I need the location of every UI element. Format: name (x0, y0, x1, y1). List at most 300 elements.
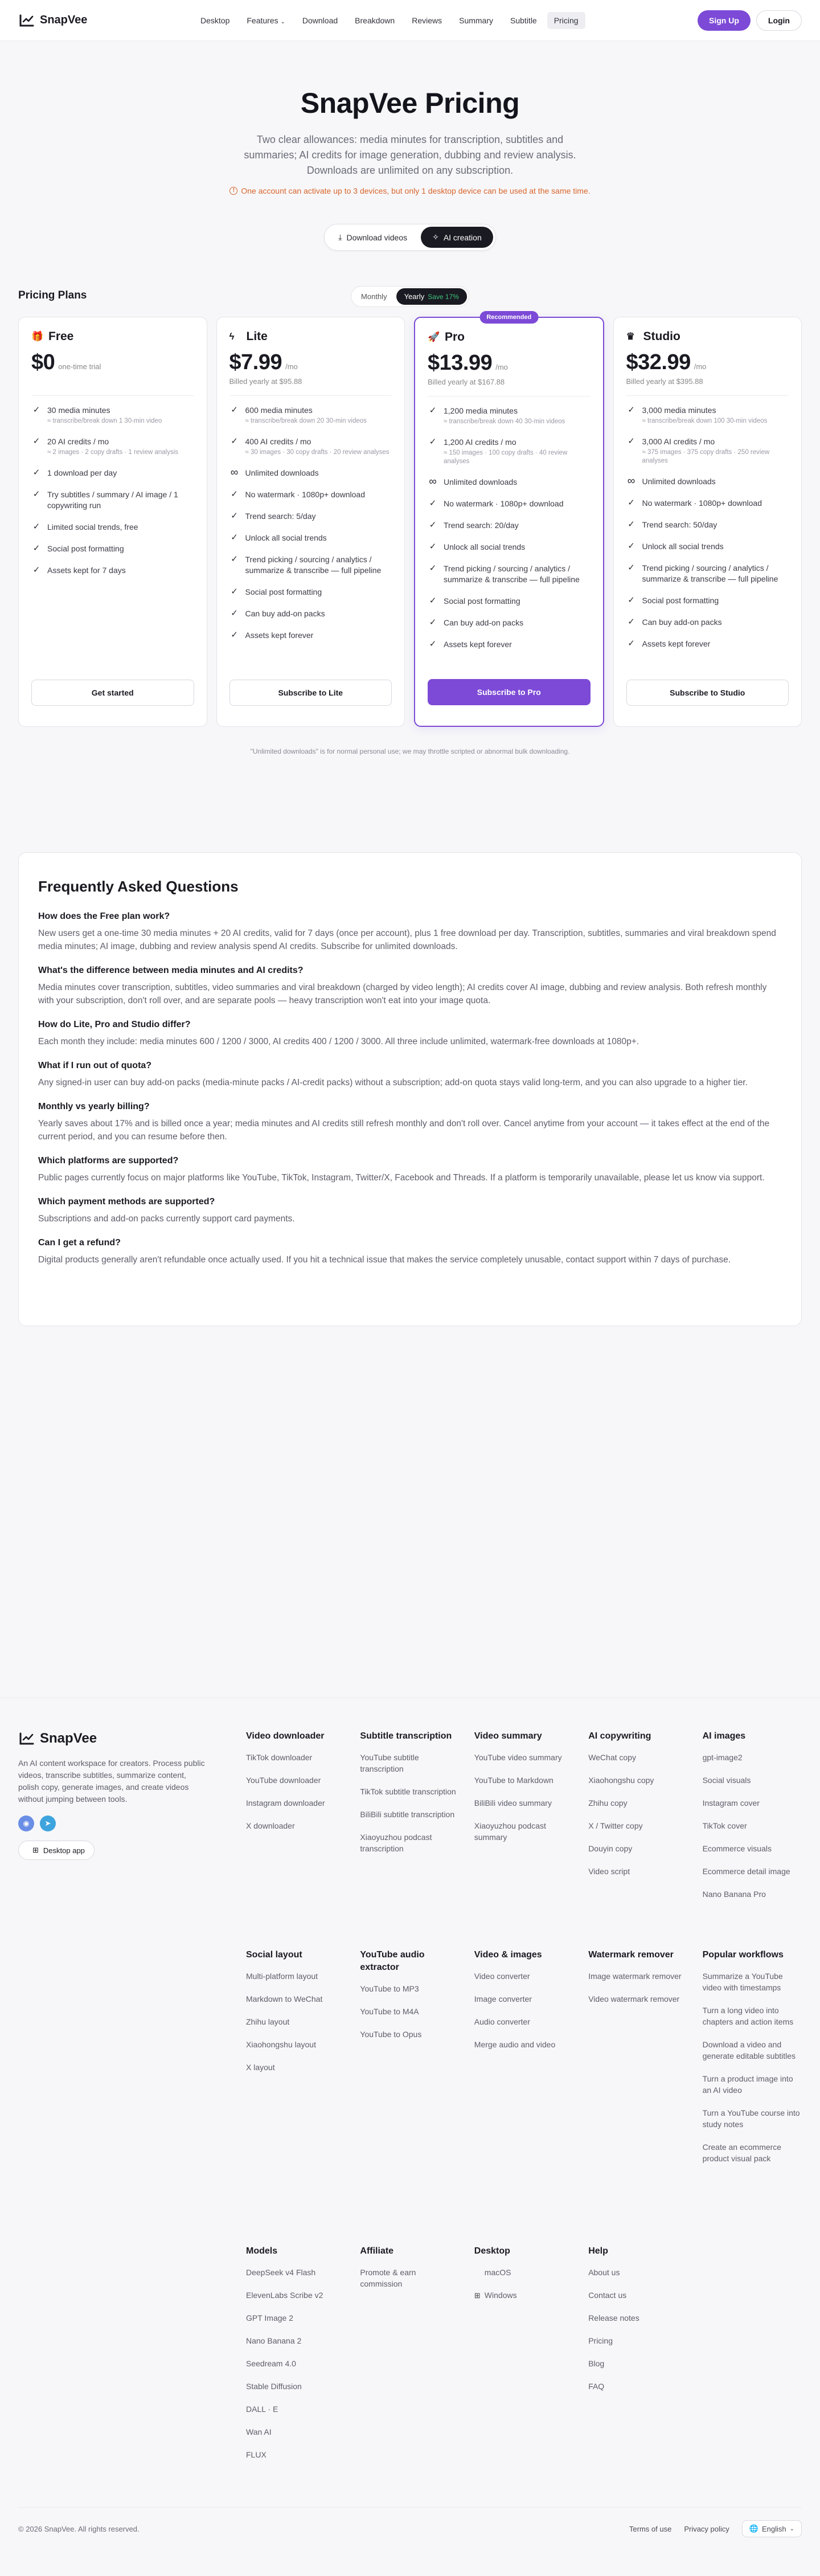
feature-text-wrap (47, 468, 117, 479)
footer-link-label: TikTok cover (702, 1821, 747, 1830)
plan-period: /mo (285, 362, 298, 371)
feature-text-wrap (642, 541, 724, 552)
check-icon: ✓ (628, 520, 635, 529)
feature-item (31, 436, 194, 457)
feature-text: Unlimited downloads (642, 477, 716, 486)
globe-icon: 🌐 (749, 2524, 758, 2533)
feature-text-wrap (47, 405, 162, 426)
footer-column (588, 2245, 687, 2472)
feature-note: ≈ 30 images · 30 copy drafts · 20 review analyses (245, 449, 390, 456)
footer-link[interactable] (588, 1843, 687, 1854)
plan-card-studio (613, 317, 802, 727)
footer-link[interactable] (474, 2039, 573, 2050)
faq-item (38, 1238, 782, 1266)
feature-text-wrap (245, 468, 319, 479)
faq-question[interactable]: How does the Free plan work? (38, 911, 170, 921)
feature-item (428, 520, 591, 531)
footer-link[interactable] (703, 2141, 802, 2164)
fair-use-note: "Unlimited downloads" is for normal personal use; we may throttle scripted or abnormal bulk downloading. (250, 747, 570, 755)
recommended-badge: Recommended (479, 311, 538, 324)
check-icon: ✓ (628, 405, 635, 415)
feature-item (229, 468, 392, 479)
footer-link-label: DALL · E (246, 2405, 278, 2414)
subscribe-button[interactable]: Subscribe to Studio (626, 680, 789, 706)
footer-link-label: TikTok downloader (246, 1753, 313, 1762)
footer-link[interactable] (703, 1752, 802, 1763)
feature-text: Trend picking / sourcing / analytics / summarize & transcribe — full pipeline (444, 564, 580, 584)
plan-name (229, 330, 392, 344)
footer-link[interactable] (360, 1831, 459, 1854)
footer-link-label: Pricing (588, 2336, 613, 2345)
plan-cards (18, 314, 802, 727)
footer-link[interactable] (703, 1820, 802, 1831)
footer-brand-name: SnapVee (40, 1731, 97, 1746)
footer-link-label: Turn a YouTube course into study notes (702, 2108, 800, 2129)
feature-text: Can buy add-on packs (245, 609, 325, 618)
footer-link[interactable] (588, 1820, 687, 1831)
feature-text: Assets kept forever (444, 640, 512, 649)
footer-link[interactable] (703, 1866, 802, 1877)
feature-item (229, 587, 392, 598)
faq-question[interactable]: What if I run out of quota? (38, 1061, 152, 1070)
footer-link[interactable] (246, 1993, 345, 2005)
faq-item (38, 1020, 782, 1048)
nav-links (194, 0, 585, 41)
mode-ai-creation[interactable] (421, 227, 493, 248)
plan-price: $32.99 (626, 350, 691, 374)
footer-link[interactable] (588, 1797, 687, 1809)
footer-links-row2 (246, 1949, 802, 2176)
feature-text: 1,200 AI credits / mo (444, 437, 516, 447)
footer-column (360, 1730, 459, 1911)
footer-link[interactable] (703, 1843, 802, 1854)
plan-card-lite (216, 317, 405, 727)
billed-yearly-note (31, 377, 194, 386)
footer-link-label: BiliBili subtitle transcription (360, 1810, 455, 1819)
footer-link[interactable] (703, 2073, 802, 2096)
nav-summary[interactable]: Summary (459, 16, 494, 25)
billed-yearly-note: Billed yearly at $95.88 (229, 377, 302, 386)
sparkle-icon: ✧ (432, 232, 439, 242)
footer-link-label: Ecommerce visuals (702, 1844, 772, 1853)
feature-text: Social post formatting (245, 587, 322, 596)
feature-item (626, 476, 789, 487)
footer-link[interactable] (588, 2267, 687, 2278)
billing-yearly-label: Yearly (404, 292, 425, 301)
feature-item (31, 543, 194, 554)
footer-column (474, 1949, 573, 2176)
divider (229, 395, 392, 396)
footer-link[interactable] (360, 1809, 459, 1820)
feature-text-wrap (642, 639, 711, 649)
footer-link[interactable] (703, 1797, 802, 1809)
feature-text-wrap (642, 520, 718, 530)
footer-link-label: Instagram downloader (246, 1798, 325, 1808)
feature-text-wrap (444, 596, 520, 607)
billed-yearly-note: Billed yearly at $395.88 (626, 377, 703, 386)
check-icon: ✓ (231, 405, 238, 415)
mode-switch (324, 224, 496, 251)
footer-column-title: Subtitle transcription (360, 1731, 452, 1741)
plan-period: one-time trial (58, 362, 101, 371)
footer-link-label: Video converter (474, 1972, 530, 1981)
subscribe-button[interactable]: Subscribe to Lite (229, 680, 392, 706)
footer-link[interactable] (474, 2267, 573, 2278)
feature-text-wrap (642, 405, 768, 426)
faq-question[interactable]: What's the difference between media minutes and AI credits? (38, 966, 304, 975)
footer-link[interactable] (703, 2005, 802, 2027)
price-row (428, 351, 591, 375)
footer-link[interactable] (474, 1993, 573, 2005)
faq-question[interactable]: Can I get a refund? (38, 1238, 121, 1248)
footer-link[interactable] (703, 1888, 802, 1900)
mode-download-label: Download videos (346, 232, 408, 242)
feature-text: Social post formatting (47, 544, 124, 553)
footer-link[interactable] (246, 1752, 345, 1763)
plan-period: /mo (495, 363, 508, 371)
footer-link-label: YouTube video summary (474, 1753, 562, 1762)
feature-text: Can buy add-on packs (642, 618, 722, 627)
feature-text: Can buy add-on packs (444, 618, 524, 627)
footer-link-label: Blog (588, 2359, 605, 2368)
check-icon: ✓ (429, 618, 437, 627)
footer-link[interactable] (360, 2267, 459, 2289)
nav-reviews[interactable]: Reviews (412, 16, 442, 25)
footer-links-row1 (246, 1730, 802, 1911)
chevron-down-icon: ⌄ (280, 19, 285, 25)
nav-features-label: Features (247, 16, 278, 25)
footer-column (246, 1730, 345, 1911)
feature-text: Trend picking / sourcing / analytics / summarize & transcribe — full pipeline (642, 563, 778, 583)
footer-column (246, 1949, 345, 2176)
feature-text-wrap (444, 498, 564, 509)
nav-desktop[interactable]: Desktop (200, 16, 230, 25)
telegram-icon[interactable]: ➤ (40, 1816, 56, 1831)
plan-card-free (18, 317, 207, 727)
footer-link[interactable] (246, 2335, 345, 2346)
feature-text-wrap (47, 489, 194, 511)
feature-text: 1 download per day (47, 468, 117, 477)
footer-link[interactable] (588, 2312, 687, 2324)
price-row (31, 350, 194, 375)
check-icon: ✓ (231, 554, 238, 564)
plan-name (428, 330, 591, 344)
feature-text: 3,000 AI credits / mo (642, 437, 715, 446)
nav-subtitle[interactable]: Subtitle (510, 16, 537, 25)
check-icon: ✓ (32, 565, 40, 575)
faq-question[interactable]: How do Lite, Pro and Studio differ? (38, 1020, 191, 1029)
check-icon: ✓ (231, 511, 238, 521)
footer-link[interactable] (360, 1983, 459, 1994)
footer-link[interactable] (588, 1970, 687, 1982)
feature-note: ≈ transcribe/break down 40 30-min videos (444, 418, 565, 425)
feature-note: ≈ 2 images · 2 copy drafts · 1 review analysis (47, 449, 179, 456)
feature-text: 30 media minutes (47, 406, 110, 415)
footer-link-label: Zhihu copy (588, 1798, 628, 1808)
footer-link-label: Turn a product image into an AI video (702, 2074, 793, 2095)
footer-column-title: Affiliate (360, 2246, 394, 2256)
plan-name-label: Studio (643, 330, 680, 343)
check-icon: ✓ (628, 639, 635, 648)
feature-item (428, 498, 591, 509)
footer-link[interactable] (246, 1797, 345, 1809)
footer-column (360, 1949, 459, 2176)
save-badge: Save 17% (428, 292, 459, 301)
infinity-icon: ∞ (429, 476, 437, 488)
nav-pricing[interactable]: Pricing (547, 12, 585, 29)
feature-text: 600 media minutes (245, 406, 313, 415)
feature-note: ≈ 150 images · 100 copy drafts · 40 review analyses (444, 449, 568, 465)
footer-link[interactable] (588, 1774, 687, 1786)
nav-download[interactable]: Download (302, 16, 338, 25)
footer-column-title: YouTube audio extractor (360, 1950, 425, 1972)
check-icon: ✓ (429, 639, 437, 649)
nav-features[interactable] (240, 12, 292, 29)
footer-link[interactable] (474, 1752, 573, 1763)
feature-text-wrap (642, 436, 789, 465)
check-icon: ✓ (32, 405, 40, 415)
feature-text: Limited social trends, free (47, 522, 138, 531)
footer-link[interactable] (588, 2335, 687, 2346)
footer-link-label: X downloader (246, 1821, 295, 1830)
feature-item (428, 406, 591, 426)
billing-yearly[interactable] (396, 288, 467, 305)
footer-link[interactable] (246, 2449, 345, 2460)
footer-link[interactable] (246, 2062, 345, 2073)
footer-description: An AI content workspace for creators. Process public videos, transcribe subtitles, summarize content, polish copy, generate images, and create videos without jumping between tools. (18, 1759, 205, 1804)
faq-answer: Subscriptions and add-on packs currently support card payments. (38, 1214, 295, 1224)
footer-link-label: Stable Diffusion (246, 2382, 302, 2391)
faq-question[interactable]: Which payment methods are supported? (38, 1197, 215, 1207)
billed-yearly-note: Billed yearly at $167.88 (428, 378, 505, 386)
faq-answer: Media minutes cover transcription, subtitles, video summaries and viral breakdown (charged by video length); AI credits cover AI image, dubbing and review analysis. Both refresh monthly with your subscription, don't roll over, and are separate pools — heavy transcription won't eat into your image quota. (38, 983, 767, 1005)
footer (0, 1698, 820, 2576)
device-warning-text: One account can activate up to 3 devices, but only 1 desktop device can be used at the same time. (241, 186, 591, 195)
feature-text-wrap (245, 554, 392, 576)
infinity-icon: ∞ (230, 467, 239, 479)
feature-text-wrap (245, 533, 327, 543)
footer-link-label: Seedream 4.0 (246, 2359, 296, 2368)
footer-link[interactable] (703, 1970, 802, 1993)
footer-link[interactable] (246, 2312, 345, 2324)
faq-answer: Digital products generally aren't refundable once actually used. If you hit a technical issue that makes the service completely unusable, contact support within 7 days of purchase. (38, 1255, 731, 1265)
footer-link[interactable] (246, 2039, 345, 2050)
terms-link[interactable]: Terms of use (629, 2524, 672, 2533)
footer-column-title: Help (588, 2246, 608, 2256)
footer-link-label: Audio converter (474, 2017, 530, 2026)
top-nav (0, 0, 820, 41)
faq-title: Frequently Asked Questions (38, 878, 239, 895)
price-row (229, 350, 392, 375)
footer-link[interactable] (360, 2029, 459, 2040)
check-icon: ✓ (429, 596, 437, 606)
footer-link-label: macOS (484, 2268, 511, 2277)
footer-column (588, 1730, 687, 1911)
footer-logo[interactable] (18, 1730, 206, 1747)
mode-download-videos[interactable] (327, 227, 419, 248)
footer-link[interactable] (246, 2267, 345, 2278)
check-icon: ✓ (32, 522, 40, 531)
plan-name-label: Free (48, 330, 74, 343)
feature-text: No watermark · 1080p+ download (444, 499, 564, 508)
footer-link-label: Markdown to WeChat (246, 1994, 323, 2003)
footer-link-label: Image converter (474, 1994, 532, 2003)
faq-section (18, 852, 802, 1326)
footer-link[interactable] (588, 2358, 687, 2369)
page-title: SnapVee Pricing (300, 87, 520, 119)
footer-link[interactable] (474, 1774, 573, 1786)
footer-link[interactable] (246, 1774, 345, 1786)
check-icon: ✓ (429, 406, 437, 415)
feature-item (626, 405, 789, 426)
feature-text: Unlock all social trends (245, 533, 327, 542)
feature-item (229, 511, 392, 522)
faq-item (38, 966, 782, 1007)
footer-column (703, 1949, 802, 2176)
subscribe-button[interactable]: Subscribe to Pro (428, 679, 591, 705)
feature-item (428, 477, 591, 488)
footer-link[interactable] (360, 2006, 459, 2017)
footer-link-label: Turn a long video into chapters and action items (702, 2006, 794, 2026)
feature-item (31, 522, 194, 533)
feature-text: Trend search: 5/day (245, 512, 316, 521)
footer-link[interactable] (246, 2289, 345, 2301)
feature-item (229, 405, 392, 426)
feature-text-wrap (444, 563, 591, 585)
desktop-app-button[interactable] (18, 1841, 95, 1860)
footer-link[interactable] (360, 1752, 459, 1774)
billing-monthly[interactable]: Monthly (361, 292, 387, 301)
footer-column (360, 2245, 459, 2472)
feature-text-wrap (245, 630, 314, 641)
footer-link-label: Nano Banana 2 (246, 2336, 302, 2345)
footer-link-label: Create an ecommerce product visual pack (702, 2142, 782, 2163)
language-label: English (761, 2524, 786, 2533)
plan-price: $7.99 (229, 350, 282, 374)
footer-column-title: Watermark remover (588, 1950, 674, 1960)
footer-link-label: Wan AI (246, 2427, 272, 2436)
crown-icon: ♛ (626, 331, 635, 342)
signup-button[interactable]: Sign Up (698, 10, 751, 31)
check-icon: ✓ (32, 468, 40, 477)
feature-text: Trend search: 20/day (444, 521, 519, 530)
plan-name-label: Pro (445, 330, 465, 344)
brand-logo[interactable] (18, 12, 87, 29)
footer-link[interactable] (360, 1786, 459, 1797)
copyright: © 2026 SnapVee. All rights reserved. (18, 2524, 140, 2533)
check-icon: ✓ (429, 437, 437, 447)
divider (626, 395, 789, 396)
feature-text-wrap (245, 489, 366, 500)
faq-item (38, 1061, 782, 1089)
faq-question[interactable]: Monthly vs yearly billing? (38, 1102, 150, 1111)
check-icon: ✓ (231, 533, 238, 542)
footer-link[interactable] (474, 2016, 573, 2027)
privacy-link[interactable]: Privacy policy (684, 2524, 729, 2533)
gift-icon: 🎁 (31, 331, 44, 342)
faq-answer: Yearly saves about 17% and is billed once a year; media minutes and AI credits still refresh monthly and don't roll over. Cancel anytime from your account — it takes effect at the end of the current period, and you can resume before then. (38, 1119, 770, 1142)
feature-item (229, 489, 392, 500)
check-icon: ✓ (429, 520, 437, 530)
mode-ai-label: AI creation (443, 232, 482, 242)
feature-note: ≈ transcribe/break down 100 30-min videos (642, 418, 768, 424)
footer-link[interactable] (703, 2107, 802, 2130)
feature-item (626, 520, 789, 530)
footer-link[interactable] (246, 1820, 345, 1831)
footer-link-label: YouTube to M4A (360, 2007, 419, 2016)
check-icon: ✓ (628, 563, 635, 573)
feature-item (626, 436, 789, 465)
discord-icon[interactable]: ◉ (18, 1816, 34, 1831)
feature-text: Trend picking / sourcing / analytics / summarize & transcribe — full pipeline (245, 555, 382, 575)
warning-icon: ! (229, 187, 237, 195)
feature-text: Assets kept forever (245, 631, 314, 640)
footer-link-label: YouTube downloader (246, 1776, 321, 1785)
footer-link[interactable] (246, 2016, 345, 2027)
feature-text-wrap (444, 542, 525, 553)
bolt-icon: ϟ (229, 331, 235, 342)
plan-name (31, 330, 194, 344)
footer-link[interactable] (588, 2381, 687, 2392)
login-button[interactable]: Login (756, 10, 802, 31)
footer-link[interactable] (246, 2403, 345, 2415)
language-select[interactable] (742, 2520, 802, 2537)
footer-link[interactable] (474, 1970, 573, 1982)
billing-toggle (351, 286, 469, 307)
faq-answer: New users get a one-time 30 media minutes + 20 AI credits, valid for 7 days (once per account), plus 1 free download per day. Transcription, subtitles, summaries and viral breakdown spend media minutes; AI image, dubbing and review analysis spend AI credits. Subscribe for unlimited downloads. (38, 929, 776, 951)
feature-text-wrap (444, 437, 591, 466)
snapvee-logo-icon (18, 12, 35, 29)
nav-breakdown[interactable]: Breakdown (355, 16, 395, 25)
faq-item (38, 911, 782, 953)
feature-text: 400 AI credits / mo (245, 437, 311, 446)
check-icon: ✓ (231, 608, 238, 618)
feature-item (31, 405, 194, 426)
feature-text: Unlimited downloads (444, 477, 518, 486)
footer-link[interactable] (703, 1774, 802, 1786)
check-icon: ✓ (429, 498, 437, 508)
footer-link[interactable] (588, 1752, 687, 1763)
footer-link[interactable] (588, 1866, 687, 1877)
footer-link[interactable] (246, 2358, 345, 2369)
footer-link-label: BiliBili video summary (474, 1798, 552, 1808)
footer-link[interactable] (246, 2426, 345, 2438)
footer-column-title: Social layout (246, 1950, 302, 1960)
footer-link-label: X layout (246, 2063, 275, 2072)
feature-item (428, 639, 591, 650)
footer-link[interactable] (246, 1970, 345, 1982)
brand-name: SnapVee (40, 14, 88, 26)
footer-link[interactable] (474, 1797, 573, 1809)
faq-answer: Any signed-in user can buy add-on packs (media-minute packs / AI-credit packs) without a subscription; add-on quota stays valid long-term, and you can also upgrade to a higher tier. (38, 1078, 748, 1087)
footer-link[interactable] (588, 1993, 687, 2005)
footer-link[interactable] (474, 2289, 573, 2301)
feature-text: Assets kept forever (642, 639, 711, 648)
footer-link[interactable] (703, 2039, 802, 2062)
footer-link-label: Video watermark remover (588, 1994, 680, 2003)
footer-link[interactable] (588, 2289, 687, 2301)
feature-text-wrap (444, 520, 519, 531)
footer-column (703, 1730, 802, 1911)
footer-link[interactable] (246, 2381, 345, 2392)
subscribe-button[interactable]: Get started (31, 680, 194, 706)
footer-link[interactable] (474, 1820, 573, 1843)
footer-link-label: Douyin copy (588, 1844, 633, 1853)
footer-link-label: Xiaoyuzhou podcast summary (474, 1821, 546, 1842)
faq-question[interactable]: Which platforms are supported? (38, 1156, 179, 1166)
plan-period: /mo (694, 362, 707, 371)
social-links (18, 1816, 206, 1831)
